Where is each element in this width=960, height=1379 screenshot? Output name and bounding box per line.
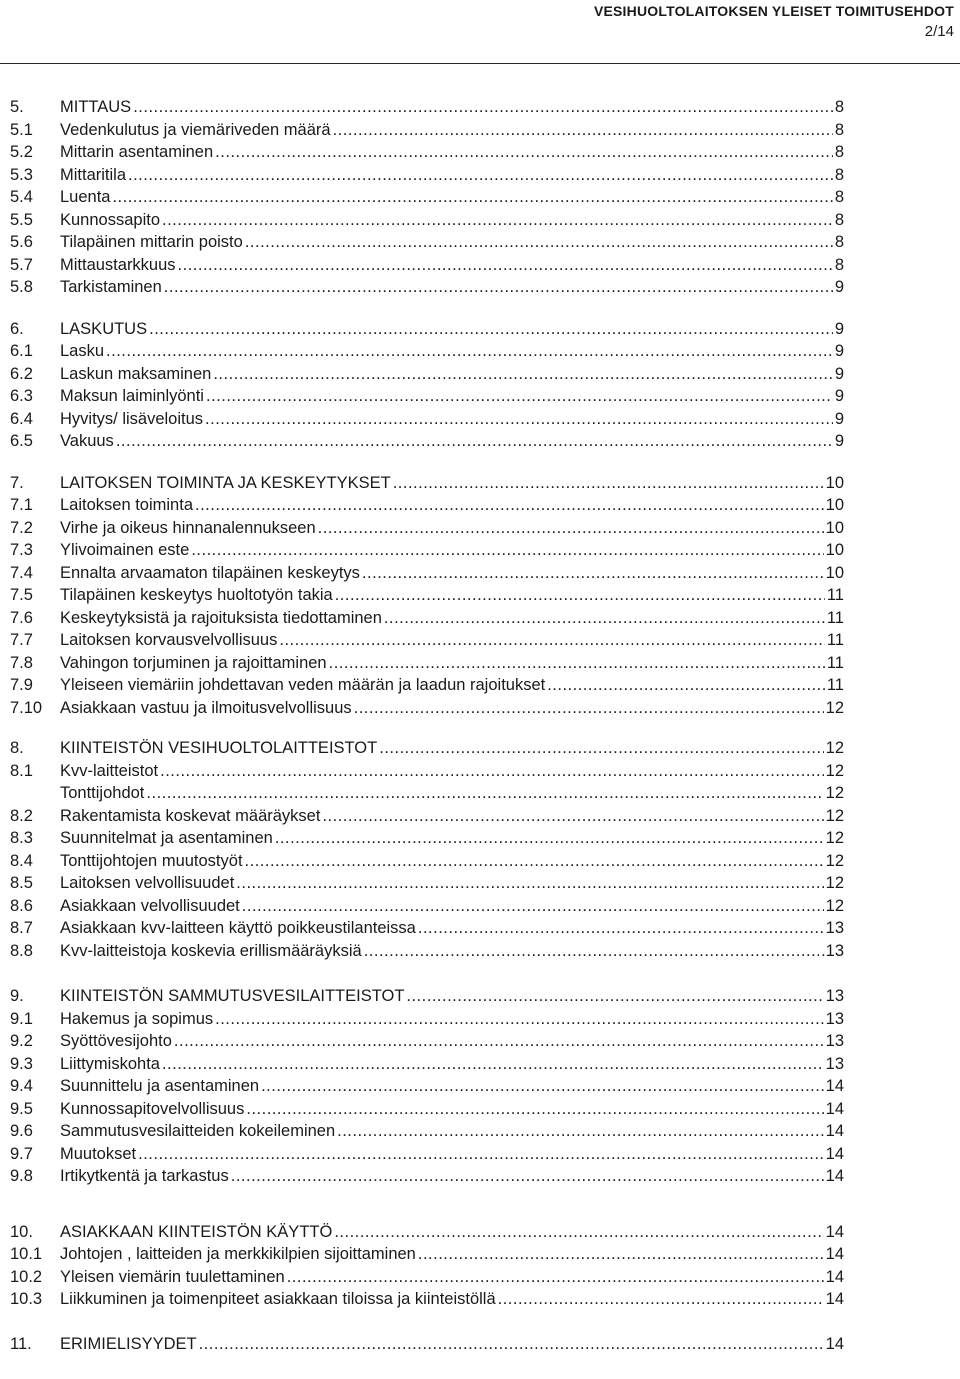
toc-entry-label: Irtikytkentä ja tarkastus xyxy=(60,1167,229,1185)
toc-entry[interactable] xyxy=(10,1120,844,1143)
toc-section xyxy=(10,318,844,453)
toc-dot-leader xyxy=(245,850,824,873)
toc-entry-label: LAITOKSEN TOIMINTA JA KESKEYTYKSET xyxy=(60,473,391,492)
toc-dot-leader xyxy=(149,318,833,341)
toc-entry[interactable] xyxy=(10,674,844,697)
toc-entry-page: 14 xyxy=(825,1267,844,1286)
toc-dot-leader xyxy=(215,141,833,164)
toc-section xyxy=(10,96,844,299)
toc-entry-number: 10.3 xyxy=(10,1290,43,1308)
toc-entry-page: 9 xyxy=(834,409,844,428)
toc-heading-entry[interactable] xyxy=(10,96,844,119)
toc-entry-page: 8 xyxy=(834,188,844,206)
toc-entry-number: 8.3 xyxy=(10,829,33,847)
toc-entry-page: 10 xyxy=(825,496,844,514)
toc-entry-page: 14 xyxy=(825,1167,844,1185)
toc-entry-page: 13 xyxy=(825,1054,844,1073)
toc-entry[interactable] xyxy=(10,186,844,209)
toc-entry[interactable] xyxy=(10,850,844,873)
toc-entry[interactable] xyxy=(10,805,844,828)
toc-dot-leader xyxy=(362,562,824,585)
toc-entry-label: Rakentamista koskevat määräykset xyxy=(60,806,321,825)
toc-entry-page: 11 xyxy=(826,608,844,627)
toc-entry-page: 12 xyxy=(825,829,844,847)
toc-entry-label: Yleiseen viemäriin johdettavan veden määrän ja laadun rajoitukset xyxy=(60,676,546,694)
toc-entry[interactable] xyxy=(10,562,844,585)
toc-entry-label: Sammutusvesilaitteiden kokeileminen xyxy=(60,1122,336,1140)
toc-entry-number: 5. xyxy=(10,98,24,116)
toc-entry[interactable] xyxy=(10,652,844,675)
toc-entry-number: 6.3 xyxy=(10,387,33,405)
toc-entry-label: Maksun laiminlyönti xyxy=(60,387,204,405)
toc-entry-page: 9 xyxy=(834,364,844,383)
toc-section xyxy=(10,472,844,720)
toc-entry[interactable] xyxy=(10,164,844,187)
toc-entry-number: 7.7 xyxy=(10,631,33,649)
toc-entry-page: 12 xyxy=(825,806,844,825)
toc-dot-leader xyxy=(245,231,833,254)
toc-entry-label: Asiakkaan vastuu ja ilmoitusvelvollisuus xyxy=(60,698,352,717)
toc-entry[interactable] xyxy=(10,1098,844,1121)
toc-entry-page: 13 xyxy=(825,919,844,937)
toc-entry-number: 9.6 xyxy=(10,1122,33,1140)
toc-entry-page: 12 xyxy=(825,739,844,757)
toc-entry-label: Mittaustarkkuus xyxy=(60,255,176,274)
toc-entry-number: 7.6 xyxy=(10,608,33,627)
toc-entry-label: Virhe ja oikeus hinnanalennukseen xyxy=(60,518,316,537)
toc-entry-page: 8 xyxy=(834,233,844,251)
toc-dot-leader xyxy=(164,276,833,299)
toc-dot-leader xyxy=(318,517,824,540)
toc-heading-entry[interactable] xyxy=(10,1221,844,1244)
toc-dot-leader xyxy=(213,363,832,386)
toc-entry[interactable] xyxy=(10,1075,844,1098)
toc-entry-label: Vedenkulutus ja viemäriveden määrä xyxy=(60,120,331,139)
toc-entry-number: 7.1 xyxy=(10,496,33,514)
toc-dot-leader xyxy=(275,827,824,850)
toc-dot-leader xyxy=(334,1221,823,1244)
toc-dot-leader xyxy=(199,1333,824,1356)
toc-entry[interactable] xyxy=(10,209,844,232)
toc-entry-number: 5.4 xyxy=(10,188,33,206)
toc-entry-number: 8.4 xyxy=(10,851,33,870)
toc-entry[interactable] xyxy=(10,276,844,299)
toc-dot-leader xyxy=(138,1143,824,1166)
toc-dot-leader xyxy=(246,1098,823,1121)
toc-entry-label: Vahingon torjuminen ja rajoittaminen xyxy=(60,653,327,672)
toc-dot-leader xyxy=(335,584,825,607)
toc-dot-leader xyxy=(333,119,833,142)
toc-entry-label: Vakuus xyxy=(60,432,114,450)
toc-dot-leader xyxy=(116,430,833,453)
toc-entry-label: Laitoksen toiminta xyxy=(60,496,193,514)
toc-entry-label: Muutokset xyxy=(60,1144,137,1163)
toc-entry[interactable] xyxy=(10,119,844,142)
toc-entry-page: 8 xyxy=(834,120,844,139)
toc-dot-leader xyxy=(261,1075,824,1098)
toc-entry-number: 9.3 xyxy=(10,1054,33,1073)
toc-entry-label: ASIAKKAAN KIINTEISTÖN KÄYTTÖ xyxy=(60,1222,333,1241)
toc-entry[interactable] xyxy=(10,1008,844,1031)
toc-entry[interactable] xyxy=(10,385,844,408)
toc-entry[interactable] xyxy=(10,827,844,850)
toc-entry-number: 9. xyxy=(10,987,24,1005)
toc-entry-number: 8.8 xyxy=(10,941,33,960)
toc-entry-label: Kvv-laitteistoja koskevia erillismääräyksiä xyxy=(60,941,362,960)
toc-entry-label: ERIMIELISYYDET xyxy=(60,1334,197,1353)
toc-entry-label: Laitoksen korvausvelvollisuus xyxy=(60,631,278,649)
toc-dot-leader xyxy=(231,1165,824,1188)
toc-entry[interactable] xyxy=(10,1288,844,1311)
toc-entry-label: LASKUTUS xyxy=(60,319,148,338)
toc-entry-label: Mittaritila xyxy=(60,165,127,184)
toc-dot-leader xyxy=(160,760,824,783)
toc-entry-page: .13 xyxy=(821,941,844,960)
toc-entry-label: Tilapäinen keskeytys huoltotyön takia xyxy=(60,586,333,604)
toc-entry-page: 12 xyxy=(825,851,844,870)
toc-entry-page: 8 xyxy=(834,143,844,161)
toc-dot-leader xyxy=(418,1243,824,1266)
toc-entry-label: Liikkuminen ja toimenpiteet asiakkaan tiloissa ja kiinteistöllä xyxy=(60,1290,496,1308)
toc-entry-number: 5.2 xyxy=(10,143,33,161)
toc-entry-number: 6.4 xyxy=(10,409,33,428)
toc-entry-label: Laskun maksaminen xyxy=(60,364,212,383)
toc-entry-page: 11 xyxy=(826,653,844,672)
toc-entry-page: 11 xyxy=(826,586,844,604)
toc-entry-label: Suunnittelu ja asentaminen xyxy=(60,1077,260,1095)
toc-dot-leader xyxy=(329,652,825,675)
toc-dot-leader xyxy=(128,164,833,187)
toc-entry[interactable] xyxy=(10,629,844,652)
toc-entry-page: 11 xyxy=(826,631,844,649)
toc-entry-number: 5.7 xyxy=(10,255,33,274)
toc-dot-leader xyxy=(178,254,833,277)
toc-entry-number: 7.2 xyxy=(10,518,33,537)
toc-entry-number: 8.5 xyxy=(10,874,33,892)
toc-entry[interactable] xyxy=(10,584,844,607)
toc-entry-page: 8 xyxy=(834,98,844,116)
toc-entry-number: 7.9 xyxy=(10,676,33,694)
toc-entry-label: Ennalta arvaamaton tilapäinen keskeytys xyxy=(60,563,360,582)
toc-entry[interactable] xyxy=(10,1165,844,1188)
toc-entry-label: Kunnossapitovelvollisuus xyxy=(60,1099,245,1118)
toc-dot-leader xyxy=(162,1053,824,1076)
toc-entry[interactable] xyxy=(10,917,844,940)
toc-entry-page: 9 xyxy=(834,342,844,360)
toc-entry-number: 8.1 xyxy=(10,761,33,780)
toc-entry-number: 6.5 xyxy=(10,432,33,450)
toc-section xyxy=(10,1333,844,1356)
toc-dot-leader xyxy=(322,805,823,828)
toc-entry-page: 9 xyxy=(834,278,844,296)
page-header xyxy=(594,0,954,40)
toc-entry-page: 13 xyxy=(825,1032,844,1050)
toc-entry-label: KIINTEISTÖN VESIHUOLTOLAITTEISTOT xyxy=(60,739,378,757)
toc-dot-leader xyxy=(236,872,823,895)
toc-heading-entry[interactable] xyxy=(10,737,844,760)
toc-entry[interactable] xyxy=(10,231,844,254)
toc-entry-page: 10 xyxy=(825,518,844,537)
page-number: 2/14 xyxy=(924,23,954,40)
toc-entry-page: 12 xyxy=(825,896,844,915)
toc-entry-number: 8.6 xyxy=(10,896,33,915)
toc-entry-page: 12 xyxy=(825,761,844,780)
table-of-contents xyxy=(10,96,844,1355)
toc-section xyxy=(10,985,844,1188)
toc-entry-page: 14 xyxy=(825,1144,844,1163)
toc-entry-number: 10. xyxy=(10,1222,33,1241)
toc-entry[interactable] xyxy=(10,141,844,164)
header-divider xyxy=(0,63,960,64)
toc-entry-page: 14 xyxy=(825,1334,844,1353)
toc-entry[interactable] xyxy=(10,760,844,783)
toc-entry-number: 8.7 xyxy=(10,919,33,937)
toc-entry-number: 7.3 xyxy=(10,541,33,559)
toc-entry[interactable] xyxy=(10,1243,844,1266)
toc-entry[interactable] xyxy=(10,430,844,453)
toc-entry-label: KIINTEISTÖN SAMMUTUSVESILAITTEISTOT xyxy=(60,987,405,1005)
toc-entry-page: 12 xyxy=(825,874,844,892)
toc-dot-leader xyxy=(106,340,833,363)
toc-entry-number: 6.2 xyxy=(10,364,33,383)
toc-entry-label: MITTAUS xyxy=(60,98,132,116)
toc-entry-label: Asiakkaan kvv-laitteen käyttö poikkeustilanteissa xyxy=(60,919,416,937)
toc-entry-page: 10 xyxy=(825,563,844,582)
toc-entry-label: Laitoksen velvollisuudet xyxy=(60,874,235,892)
toc-entry-label: Ylivoimainen este xyxy=(60,541,190,559)
toc-entry[interactable] xyxy=(10,782,844,805)
toc-dot-leader xyxy=(191,539,823,562)
toc-entry-number: 9.4 xyxy=(10,1077,33,1095)
toc-entry-page: 14 xyxy=(825,1099,844,1118)
toc-entry-number: 9.7 xyxy=(10,1144,33,1163)
toc-entry[interactable] xyxy=(10,494,844,517)
toc-entry[interactable] xyxy=(10,539,844,562)
toc-entry-page: 11 xyxy=(826,676,844,694)
toc-entry[interactable] xyxy=(10,363,844,386)
toc-entry[interactable] xyxy=(10,340,844,363)
toc-entry-number: 5.1 xyxy=(10,120,33,139)
toc-dot-leader xyxy=(406,985,823,1008)
toc-dot-leader xyxy=(279,629,824,652)
toc-dot-leader xyxy=(162,209,833,232)
toc-entry-label: Lasku xyxy=(60,342,105,360)
toc-dot-leader xyxy=(384,607,825,630)
toc-dot-leader xyxy=(195,494,824,517)
toc-entry-number: 5.8 xyxy=(10,278,33,296)
toc-entry-number: 7.10 xyxy=(10,698,43,717)
toc-entry-number: 9.5 xyxy=(10,1099,33,1118)
toc-entry-number: 5.6 xyxy=(10,233,33,251)
toc-entry[interactable] xyxy=(10,1143,844,1166)
toc-dot-leader xyxy=(215,1008,824,1031)
toc-dot-leader xyxy=(337,1120,824,1143)
toc-entry-page: 8 xyxy=(834,165,844,184)
toc-entry-label: Hyvitys/ lisäveloitus xyxy=(60,409,204,428)
toc-entry-number: 9.1 xyxy=(10,1009,33,1028)
toc-entry-page: 10 xyxy=(825,541,844,559)
toc-entry-label: Johtojen , laitteiden ja merkkikilpien sijoittaminen xyxy=(60,1245,416,1263)
toc-entry-page: 12 xyxy=(825,698,844,717)
toc-entry-number: 10.2 xyxy=(10,1267,43,1286)
toc-entry-number: 6.1 xyxy=(10,342,33,360)
toc-entry-number: 10.1 xyxy=(10,1245,43,1263)
toc-entry-label: Tarkistaminen xyxy=(60,278,162,296)
toc-dot-leader xyxy=(206,385,833,408)
toc-entry[interactable] xyxy=(10,895,844,918)
toc-entry[interactable] xyxy=(10,1030,844,1053)
document-title: VESIHUOLTOLAITOKSEN YLEISET TOIMITUSEHDOT xyxy=(593,3,954,19)
toc-entry-page: 9 xyxy=(834,319,844,338)
toc-entry[interactable] xyxy=(10,607,844,630)
toc-entry[interactable] xyxy=(10,517,844,540)
toc-dot-leader xyxy=(174,1030,824,1053)
toc-entry[interactable] xyxy=(10,697,844,720)
toc-entry-label: Mittarin asentaminen xyxy=(60,143,214,161)
toc-heading-entry[interactable] xyxy=(10,1333,844,1356)
toc-entry-page: 14 xyxy=(825,1222,844,1241)
toc-entry-page: 14 xyxy=(825,1077,844,1095)
toc-entry-label: Tilapäinen mittarin poisto xyxy=(60,233,243,251)
toc-entry-label: Kvv-laitteistot xyxy=(60,761,159,780)
toc-entry[interactable] xyxy=(10,872,844,895)
toc-section xyxy=(10,737,844,962)
toc-entry-number: 6. xyxy=(10,319,24,338)
toc-dot-leader xyxy=(547,674,825,697)
toc-entry-number: 8.2 xyxy=(10,806,33,825)
toc-entry-number: 7.5 xyxy=(10,586,33,604)
toc-heading-entry[interactable] xyxy=(10,985,844,1008)
toc-dot-leader xyxy=(354,697,824,720)
toc-dot-leader xyxy=(418,917,824,940)
toc-entry-label: Hakemus ja sopimus xyxy=(60,1009,214,1028)
toc-entry-label: Kunnossapito xyxy=(60,210,160,229)
toc-entry-page: 8 xyxy=(834,255,844,274)
toc-dot-leader xyxy=(287,1266,824,1289)
toc-dot-leader xyxy=(112,186,832,209)
toc-entry[interactable] xyxy=(10,1266,844,1289)
toc-entry-number: 9.8 xyxy=(10,1167,33,1185)
toc-entry-label: Keskeytyksistä ja rajoituksista tiedottaminen xyxy=(60,608,382,627)
toc-entry-label: Luenta xyxy=(60,188,111,206)
toc-dot-leader xyxy=(364,940,819,963)
toc-entry[interactable] xyxy=(10,254,844,277)
toc-dot-leader xyxy=(393,472,824,495)
toc-entry-label: Tonttijohdot xyxy=(60,784,145,802)
toc-entry-page: 13 xyxy=(825,987,844,1005)
toc-entry-label: Asiakkaan velvollisuudet xyxy=(60,896,240,915)
toc-entry[interactable] xyxy=(10,1053,844,1076)
toc-entry-page: 13 xyxy=(825,1009,844,1028)
toc-entry-page: 9 xyxy=(834,387,844,405)
toc-entry[interactable] xyxy=(10,408,844,431)
toc-entry[interactable] xyxy=(10,940,844,963)
toc-dot-leader xyxy=(205,408,833,431)
toc-dot-leader xyxy=(242,895,824,918)
toc-entry-number: 11. xyxy=(10,1334,32,1353)
toc-section xyxy=(10,1221,844,1311)
toc-dot-leader xyxy=(379,737,823,760)
toc-entry-label: Liittymiskohta xyxy=(60,1054,160,1073)
toc-entry-page: 9 xyxy=(834,432,844,450)
toc-entry-number: 5.3 xyxy=(10,165,33,184)
toc-dot-leader xyxy=(133,96,833,119)
toc-entry-number: 5.5 xyxy=(10,210,33,229)
toc-heading-entry[interactable] xyxy=(10,472,844,495)
toc-entry-label: Suunnitelmat ja asentaminen xyxy=(60,829,273,847)
toc-dot-leader xyxy=(498,1288,824,1311)
toc-entry-page: 14 xyxy=(825,1122,844,1140)
toc-entry-number: 7.8 xyxy=(10,653,33,672)
toc-entry-number: 7. xyxy=(10,473,24,492)
toc-heading-entry[interactable] xyxy=(10,318,844,341)
toc-entry-number: 8. xyxy=(10,739,24,757)
toc-entry-label: Tonttijohtojen muutostyöt xyxy=(60,851,243,870)
toc-entry-page: 12 xyxy=(825,784,844,802)
toc-entry-page: 14 xyxy=(825,1245,844,1263)
toc-entry-page: 8 xyxy=(834,210,844,229)
toc-entry-page: 10 xyxy=(825,473,844,492)
toc-entry-page: 14 xyxy=(825,1290,844,1308)
toc-entry-label: Yleisen viemärin tuulettaminen xyxy=(60,1267,285,1286)
toc-entry-number: 7.4 xyxy=(10,563,33,582)
toc-entry-label: Syöttövesijohto xyxy=(60,1032,172,1050)
toc-dot-leader xyxy=(146,782,823,805)
toc-entry-number: 9.2 xyxy=(10,1032,33,1050)
